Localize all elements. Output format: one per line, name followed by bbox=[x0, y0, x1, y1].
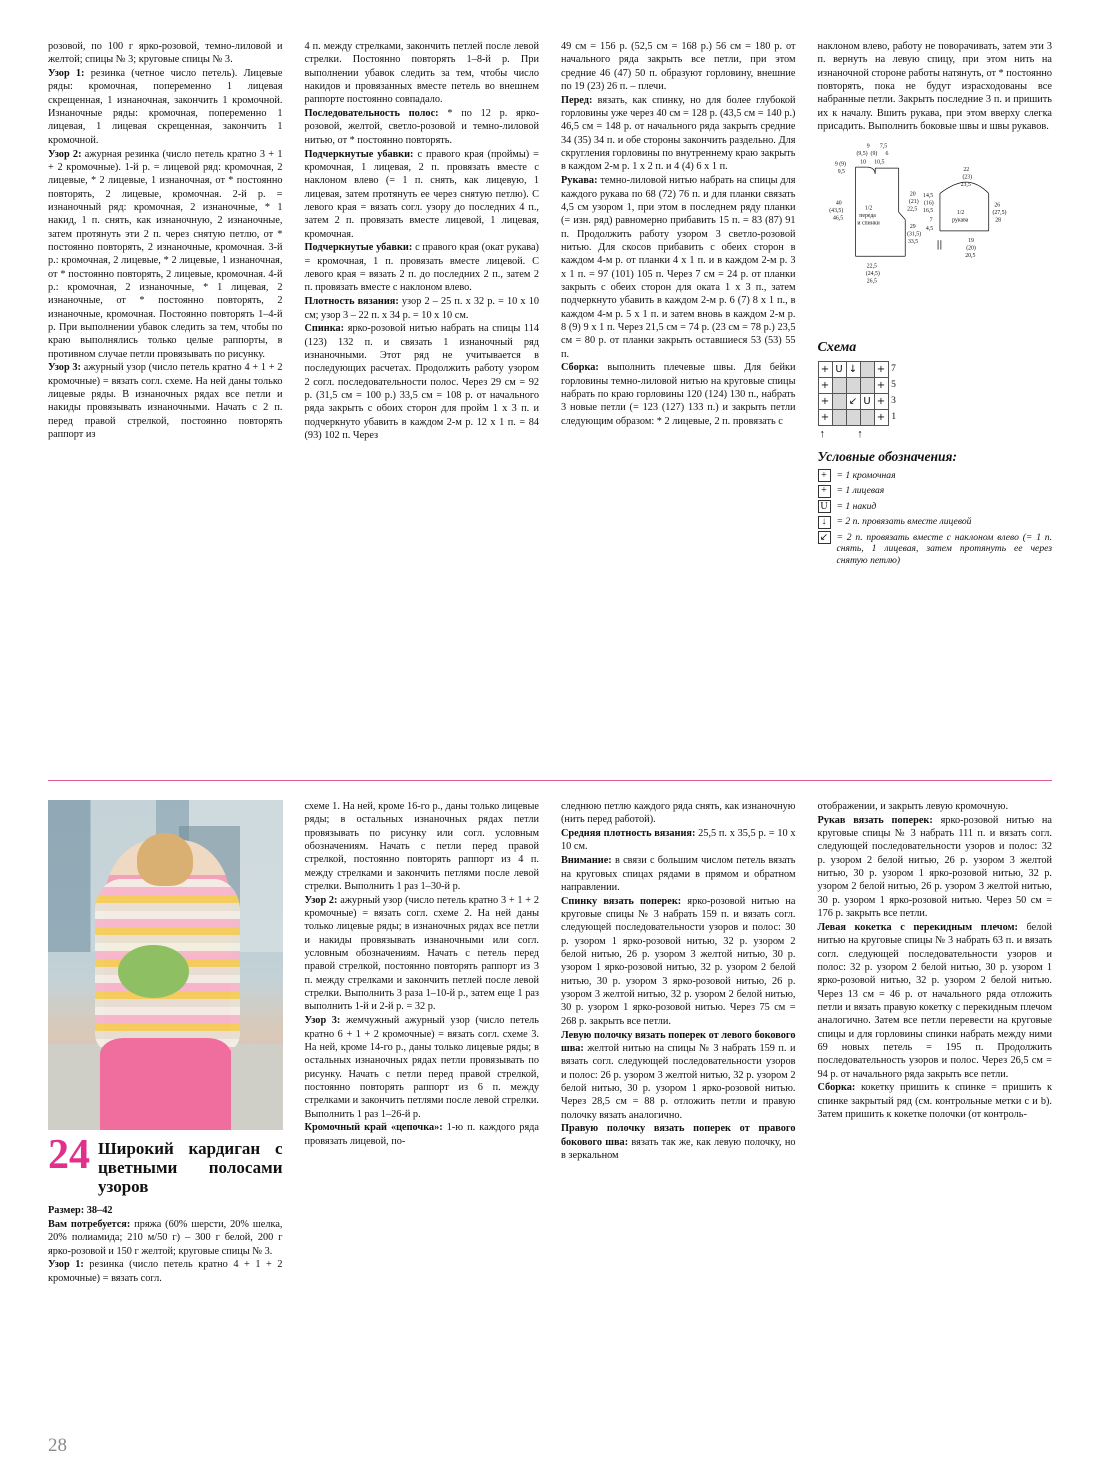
svg-text:(16): (16) bbox=[923, 200, 934, 207]
schematic-svg bbox=[818, 139, 1053, 327]
col2-stripes: Последовательность полос: * по 12 р. ярко-розовой, желтой, светло-розовой и темно-лиловой нитью, от * постоянно повторять. bbox=[304, 108, 540, 146]
svg-text:28: 28 bbox=[994, 217, 1001, 224]
garment-schematic bbox=[818, 139, 1053, 331]
svg-text:(27,5): (27,5) bbox=[991, 210, 1006, 217]
photo-flowers bbox=[118, 945, 188, 998]
chart-cell: + bbox=[818, 378, 832, 394]
page-number: 28 bbox=[48, 1435, 67, 1456]
chart-cell bbox=[832, 394, 846, 410]
pattern3-label: Узор 3: bbox=[48, 362, 81, 374]
photo-skirt bbox=[100, 1038, 231, 1130]
column-1 bbox=[48, 40, 283, 760]
legend-item bbox=[818, 531, 1053, 566]
b4-sleeve: Рукав вязать поперек: ярко-розовой нитью на круговые спицы № 3 набрать 111 п. и вязать согл. следующей последовательности узоров и полос: 32 р. узором 2 белой нитью, 26 р. узором 3 желтой нитью, 30 р. узором 1 ярко-розовой нитью, 32 р. узором 2 белой нитью, 26 р. узором 3 желтой нитью, 30 р. узором 1 ярко-розовой нитью. Через 50 см = 176 р. закрыть все петли. bbox=[817, 814, 1052, 920]
section-divider bbox=[48, 780, 1052, 781]
b4-assembly: Сборка: кокетку пришить к спинке = пришить к спинке закрытый ряд (см. контрольные метки c и b). Затем пришить к кокетке полочки (от контроль- bbox=[817, 1082, 1052, 1121]
chart-row-number: 1 bbox=[888, 410, 899, 426]
b3-attention: Внимание: в связи с большим числом петель вязать на круговых спицах рядами в прямом и обратном направлении. bbox=[561, 855, 796, 893]
schema-heading: Схема bbox=[817, 340, 857, 356]
svg-text:4,5: 4,5 bbox=[925, 226, 933, 233]
svg-text:22,5: 22,5 bbox=[906, 206, 917, 213]
svg-text:29: 29 bbox=[909, 224, 916, 231]
col2-decreases-1: Подчеркнутые убавки: с правого края (проймы) = кромочная, 1 лицевая, 2 п. провязать вместе с наклоном влево (= 1 п. снять, как лицевую, 1 лицевая, затем протянуть ее через снятую петлю). С левого края = вязать согл. узору до последних 4 п., затем 2 п. провязать вместе лицевой, 1 лицевая, кромочная. bbox=[304, 148, 539, 240]
legend-label: = 2 п. провязать вместе лицевой bbox=[836, 516, 972, 528]
svg-text:7: 7 bbox=[929, 217, 933, 224]
svg-text:16,5: 16,5 bbox=[922, 208, 933, 215]
legend-symbol-edge-stitch: + bbox=[818, 469, 831, 482]
pattern2-label: Узор 2: bbox=[48, 148, 82, 160]
svg-text:(9): (9) bbox=[870, 151, 877, 158]
chart-cell bbox=[846, 378, 860, 394]
column-4 bbox=[818, 40, 1053, 760]
svg-text:(21): (21) bbox=[908, 199, 919, 206]
legend-item bbox=[818, 516, 1053, 529]
legend-heading: Условные обозначения: bbox=[817, 448, 957, 464]
bottom-column-2 bbox=[305, 800, 540, 1435]
bottom-column-4 bbox=[818, 800, 1053, 1435]
col4-p1: наклоном влево, работу не поворачивать, затем эти 3 п. вернуть на левую спицу, при этом нить на изнаночной стороне работы натянуть, от * постоянно повторять, пока не будут израсходованы все набранные петли. Закрыть последние 3 п. и пришить их к началу. Вшить рукава, при этом вверху слегка присадить. Выполнить боковые швы и швы рукавов. bbox=[817, 41, 1052, 132]
svg-text:22: 22 bbox=[962, 167, 969, 174]
svg-text:40: 40 bbox=[835, 200, 842, 207]
svg-text:10,5: 10,5 bbox=[873, 159, 884, 166]
legend-label: = 2 п. провязать вместе с наклоном влево (= 1 п. снять, 1 лицевая, затем протянуть ее через снятую петлю) bbox=[836, 531, 1052, 566]
svg-text:23,5: 23,5 bbox=[960, 182, 971, 189]
b3-p1: следнюю петлю каждого ряда снять, как изнаночную (нить перед работой). bbox=[561, 801, 796, 826]
bottom-article bbox=[48, 800, 1052, 1435]
chart-row-number: 7 bbox=[888, 362, 899, 378]
legend-item bbox=[818, 500, 1053, 513]
col3-p1: 49 см = 156 р. (52,5 см = 168 р.) 56 см = 180 р. от начального ряда закрыть все петли, при этом средние 46 (47) 50 п. образуют горловину, внешние по 19 (23) 26 п. – плечи. bbox=[561, 41, 796, 92]
column-3 bbox=[561, 40, 796, 760]
svg-text:и спинки: и спинки bbox=[856, 220, 880, 227]
chart-cell bbox=[846, 410, 860, 426]
chart-cell: ↓ bbox=[846, 362, 860, 378]
col3-assembly: Сборка: выполнить плечевые швы. Для бейки горловины темно-лиловой нитью на круговые спицы набрать по краю горловины 120 (124) 130 п., набрать 3 новые петли (= 123 (127) 133 п.) и закрыть петли следующим образом: * 2 лицевые, 2 п. провязать с bbox=[561, 362, 796, 427]
chart-row bbox=[818, 362, 899, 378]
bottom-pattern1: Узор 1: резинка (число петель кратно 4 + 1 + 2 кромочные) = вязать согл. bbox=[48, 1259, 283, 1284]
chart-cell bbox=[832, 378, 846, 394]
top-article-columns bbox=[48, 40, 1052, 760]
col1-pattern2: Узор 2: ажурная резинка (число петель кратно 3 + 1 + 2 кромочные). 1-й р. = лицевой ряд: кромочная, 2 лицевые, * 2 лицевые, 1 изнаночная, от * постоянно повторять, 2 лицевые, кромочная. 2-й р. = изнаночный ряд: кромочная, 2 изнаночные, * 1 накид, 1 п. снять, как изнаночную, 2 изнаночные, затем протянуть эти 2 п. через снятую петлю, от * постоянно повторять, 2 изнаночные, кромочная. 3-й р.: кромочная, 2 лицевые, * 2 лицевые, 1 изнаночная, от * постоянно повторять, 2 лицевые, кромочная. 4-й р.: кромочная, 2 изнаночные, * 1 лицевая, 2 изнаночные, от * постоянно повторять, 2 изнаночные, кромочная. Постоянно повторять 1–4-й р. При выполнении убавок следить за тем, чтобы по краю выполнялись только целые раппорты, в противном случае петли провязывать по рисунку. bbox=[48, 148, 283, 360]
svg-text:9: 9 bbox=[866, 143, 870, 150]
b4-p1: отображении, и закрыть левую кромочную. bbox=[817, 801, 1009, 812]
col1-pattern3: Узор 3: ажурный узор (число петель кратно 4 + 1 + 2 кромочные) = вязать согл. схеме. На ней даны только лицевые ряды. В изнаночных рядах все петли и накиды провязывать изнаночными. Начать с 2 п. перед правой стрелкой, постоянно повторять раппорт из bbox=[48, 362, 283, 441]
svg-text:переда: переда bbox=[858, 213, 876, 220]
chart-row bbox=[818, 410, 899, 426]
photo-model-hair bbox=[137, 833, 193, 886]
col2-gauge: Плотность вязания: узор 2 – 25 п. х 32 р. = 10 х 10 см; узор 3 – 22 п. х 34 р. = 10 х 10 см. bbox=[304, 296, 539, 321]
svg-text:(23): (23) bbox=[961, 174, 972, 181]
svg-text:(9,5): (9,5) bbox=[855, 151, 868, 158]
bottom-column-1 bbox=[48, 800, 283, 1435]
col1-pattern1: Узор 1: резинка (четное число петель). Лицевые ряды: кромочная, попеременно 1 лицевая скрещенная, 1 изнаночная, закончить 1 кромочной. Изнаночные ряды: кромочная, попеременно 1 лицевая, 1 лицевая скрещенная, закончить 1 кромочной. bbox=[48, 68, 283, 146]
svg-text:(43,5): (43,5) bbox=[828, 208, 843, 215]
b2-p1: схеме 1. На ней, кроме 16-го р., даны только лицевые ряды; в остальных изнаночных рядах петли провязывать по рисунку или согл. условным обозначениям. Начать с петли перед правой стрелкой, постоянно повторять раппорт из 4 п. между стрелками и закончить петлями после левой стрелки. Выполнить 1 раз 1–30-й р. bbox=[304, 801, 539, 892]
legend-symbol-knit: + bbox=[818, 485, 831, 498]
svg-text:рукава: рукава bbox=[951, 217, 968, 224]
size-line: Размер: 38–42 bbox=[48, 1205, 113, 1217]
col3-front: Перед: вязать, как спинку, но для более глубокой горловины уже через 40 см = 128 р. (43,5 см = 140 р.) 46,5 см = 148 р. от начального ряда закрыть средние 34 (35) 34 п. и обе стороны закончить раздельно. Для скругления горловины по внутреннему краю закрыть в каждом 2-м р. 1 х 2 п. и 4 (4) 6 х 1 п. bbox=[561, 94, 796, 173]
chart-cell: + bbox=[874, 394, 888, 410]
model-heading bbox=[48, 1132, 283, 1197]
svg-text:10: 10 bbox=[859, 159, 866, 166]
svg-text:(20): (20) bbox=[965, 245, 976, 252]
svg-text:20: 20 bbox=[909, 191, 916, 198]
chart-cell: + bbox=[874, 378, 888, 394]
legend-symbol-yarnover: U bbox=[818, 500, 831, 513]
legend-symbol-ssk: ↙ bbox=[818, 531, 831, 544]
svg-text:20,5: 20,5 bbox=[964, 253, 975, 260]
chart-cell: + bbox=[818, 394, 832, 410]
svg-text:(24,5): (24,5) bbox=[865, 271, 880, 278]
chart-row bbox=[818, 378, 899, 394]
b4-yoke: Левая кокетка с перекидным плечом: белой нитью на круговые спицы № 3 набрать 63 п. и вязать согл. следующей последовательности узоров и полос: 32 р. узором 2 белой нитью, 30 р. узором 1 ярко-розовой нитью, 32 р. узором 2 белой нитью. Через 13 см = 46 р. от начального ряда отложить петли и вязать правую кокетку с перекидным плечом аналогично. Затем все петли перевести на круговые спицы и для горловины спинки набрать между ними 69 новых петель = 195 п. Продолжить последовательность узоров и полос. Через 26,5 см = 94 р. от начального ряда закрыть все петли. bbox=[817, 921, 1052, 1080]
legend-item bbox=[818, 469, 1053, 482]
svg-text:22,5: 22,5 bbox=[866, 263, 877, 270]
b3-left-front: Левую полочку вязать поперек от левого бокового шва: желтой нитью на спицы № 3 набрать 159 п. и вязать согл. следующей последовательности узоров и полос: 26 р. узором 3 желтой нитью, 32 р. узором 2 белой нитью, 30 р. узором 1 ярко-розовой нитью. Через 28,5 см = 88 р. отложить петли и правую полочку вязать аналогично. bbox=[561, 1029, 796, 1121]
chart-cell bbox=[860, 362, 874, 378]
model-number: 24 bbox=[48, 1132, 90, 1178]
chart-cell: + bbox=[874, 362, 888, 378]
b2-pattern3: Узор 3: жемчужный ажурный узор (число петель кратно 6 + 1 + 2 кромочные) = вязать согл. схеме 3. На ней, кроме 14-го р., даны только лицевые ряды; в остальных изнаночных рядах петли провязывать по рисунку. Начать с петли перед правой стрелкой, постоянно повторять раппорт из 6 п. между стрелками и закончить петлями после левой стрелки. Выполнить 1 раз 1–26-й р. bbox=[304, 1015, 539, 1120]
svg-text:1/2: 1/2 bbox=[956, 210, 964, 217]
chart-repeat-arrows: ↑ ↑ bbox=[819, 428, 869, 441]
column-2 bbox=[305, 40, 540, 760]
col2-decreases-2: Подчеркнутые убавки: с правого края (окат рукава) = кромочная, 1 п. провязать вместе лицевой. С левого края = вязать 2 п. до последних 2 п., затем 2 п. провязать вместе с наклоном влево. bbox=[304, 242, 539, 294]
chart-grid bbox=[818, 361, 900, 426]
svg-text:33,5: 33,5 bbox=[907, 239, 918, 246]
legend-symbol-k2tog: ↓ bbox=[818, 516, 831, 529]
svg-text:(31,5): (31,5) bbox=[906, 231, 921, 238]
b2-pattern2: Узор 2: ажурный узор (число петель кратно 3 + 1 + 2 кромочные) = вязать согл. схеме 2. На ней даны только лицевые ряды; в изнаночных рядах все петли и накиды провязывать изнаночными или согл. условным обозначениям. Начать с петель перед правой стрелкой, постоянно повторять раппорт из 3 п. между стрелками и закончить петлей после левой стрелки. Выполнить 3 раза 1–10-й р., затем еще 1 раз выполнить 1-й и 2-й р. = 32 р. bbox=[304, 894, 539, 1013]
bottom-column-3 bbox=[561, 800, 796, 1435]
b2-chain-edge: Кромочный край «цепочка»: 1-ю п. каждого ряда провязать лицевой, по- bbox=[304, 1122, 539, 1147]
chart-cell: U bbox=[860, 394, 874, 410]
legend-label: = 1 кромочная bbox=[836, 469, 896, 481]
svg-text:1/2: 1/2 bbox=[864, 205, 872, 212]
chart-cell bbox=[860, 378, 874, 394]
col3-sleeves: Рукава: темно-лиловой нитью набрать на спицы для каждого рукава по 68 (72) 76 п. и для планки связать 4,5 см узором 1, при этом в последнем ряду планки (= изн. ряд) равномерно прибавить 15 п. = 83 (87) 91 п. Продолжить работу узором 3 светло-розовой нитью. Для скосов прибавить с обеих сторон в каждом 4-м р. от планки 4 х 1 п. и в каждом 2-м р. 3 х 1 п. = 97 (101) 105 п. Через 7 см = 24 р. от планки закрыть с обеих сторон для оката 1 х 3 п., затем подчеркнуто убавить в каждом 2-м р. 6 (7) 8 х 1 п., в каждом 4-м р. 5 х 1 п. и затем вновь в каждом 2-м р. 8 (9) 9 х 1 п. Через 21,5 см = 74 р. (23 см = 78 р.) 23,5 см = 80 р. от планки закрыть оставшиеся 53 (53) 55 п. bbox=[561, 175, 796, 360]
col2-p1: 4 п. между стрелками, закончить петлей после левой стрелки. Постоянно повторять 1–8-й р. При выполнении убавок следить за тем, чтобы число накидов и провязанных вместе петель во внешнем раппорте постоянно совпадало. bbox=[304, 41, 539, 106]
svg-text:46,5: 46,5 bbox=[832, 215, 843, 222]
b3-right-front: Правую полочку вязать поперек от правого бокового шва: вязать так же, как левую полочку, но в зеркальном bbox=[561, 1123, 796, 1162]
svg-text:9,5: 9,5 bbox=[837, 169, 845, 176]
chart-cell: + bbox=[874, 410, 888, 426]
chart-cell bbox=[860, 410, 874, 426]
b3-back: Спинку вязать поперек: ярко-розовой нитью на круговые спицы № 3 набрать 159 п. и вязать согл. следующей последовательности узоров и полос: 30 р. узором 1 ярко-розовой нитью, 32 р. узором 2 белой нитью, 26 р. узором 3 желтой нитью, 30 р. узором 1 ярко-розовой нитью, 32 р. узором 2 белой нитью, 30 р. узором 3 ярко-розовой нитью, 26 р. узором 3 желтой нитью, 32 р. узором 2 белой нитью, 30 р. узором 1 ярко-розовой нитью. Через 75 см = 268 р. закрыть все петли. bbox=[561, 895, 796, 1027]
chart-cell bbox=[832, 410, 846, 426]
svg-text:26: 26 bbox=[993, 202, 1000, 209]
svg-text:9 (9): 9 (9) bbox=[834, 161, 846, 168]
stitch-chart bbox=[818, 361, 1053, 426]
chart-cell: + bbox=[818, 410, 832, 426]
legend-item bbox=[818, 485, 1053, 498]
chart-row bbox=[818, 394, 899, 410]
legend-label: = 1 лицевая bbox=[836, 485, 885, 497]
materials-line: Вам потребуется: пряжа (60% шерсти, 20% шелка, 20% полиамида; 210 м/50 г) – 300 г белой, 200 г ярко-розовой и 150 г желтой; круговые спицы № 3. bbox=[48, 1218, 283, 1257]
svg-text:14,5: 14,5 bbox=[922, 193, 933, 200]
svg-text:6: 6 bbox=[885, 151, 888, 158]
model-photo bbox=[48, 800, 283, 1130]
svg-text:19: 19 bbox=[967, 238, 974, 245]
chart-cell: + bbox=[818, 362, 832, 378]
model-title: Широкий кардиган с цветными полосами узоров bbox=[98, 1139, 283, 1197]
chart-row-number: 3 bbox=[888, 394, 899, 410]
col1-intro: розовой, по 100 г ярко-розовой, темно-лиловой и желтой; спицы № 3; круговые спицы № 3. bbox=[48, 41, 283, 66]
chart-row-number: 5 bbox=[888, 378, 899, 394]
legend-label: = 1 накид bbox=[836, 500, 877, 512]
col2-back: Спинка: ярко-розовой нитью набрать на спицы 114 (123) 132 п. и связать 1 изнаночный ряд изнаночными. Этот ряд не учитывается в последующих расчетах. Продолжить работу узором 2 согл. последовательности полос. Через 29 см = 92 р. (31,5 см = 100 р.) 33,5 см = 108 р. от начального ряда закрыть с обоих сторон для пройм 1 х 3 п. и подчеркнуто убавить в каждом 2-м р. 12 х 1 п. = 84 (93) 102 п. Через bbox=[304, 323, 539, 442]
svg-text:7,5: 7,5 bbox=[879, 143, 887, 150]
svg-text:26,5: 26,5 bbox=[866, 278, 877, 285]
pattern1-label: Узор 1: bbox=[48, 68, 85, 80]
chart-cell: ↙ bbox=[846, 394, 860, 410]
b3-gauge: Средняя плотность вязания: 25,5 п. х 35,5 р. = 10 х 10 см. bbox=[561, 828, 796, 853]
chart-cell: U bbox=[832, 362, 846, 378]
